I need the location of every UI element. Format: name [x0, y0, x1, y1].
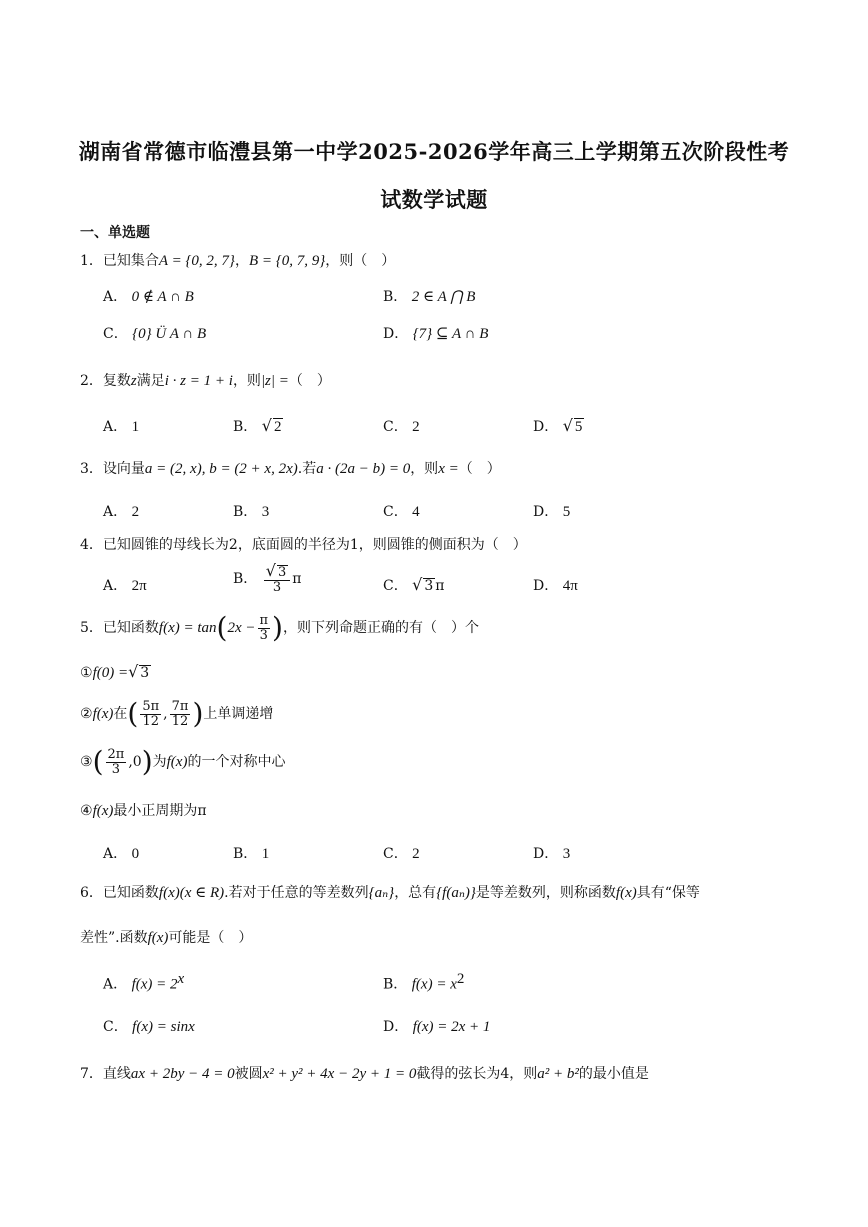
option-label: B． — [233, 504, 258, 520]
expr: f(0) = — [92, 665, 129, 681]
question-2-option-d — [533, 416, 584, 436]
denominator: 12 — [142, 713, 160, 729]
circle-equation: x² + y² + 4x − 2y + 1 = 0 — [262, 1066, 417, 1082]
argument: 2x − — [227, 620, 256, 637]
condition: a · (2a − b) = 0 — [316, 461, 411, 477]
expr: f(x) — [92, 706, 114, 723]
paren-open: ( — [92, 745, 104, 779]
text: 差性”.函数 — [80, 930, 148, 946]
question-5-option-a — [103, 843, 139, 863]
question-4-option-b — [233, 563, 301, 595]
question-2-suffix: （ ） — [288, 373, 331, 389]
statement-2: ②f(x)在( $\frac{5\pi}{12}$ , $\frac{7\pi}{12}$ )上单调递增 — [80, 697, 274, 731]
text: 上单调递增 — [203, 706, 274, 723]
option-text: 5 — [574, 419, 583, 435]
option-text: 3 — [424, 578, 434, 594]
marker: ① — [80, 665, 93, 681]
question-3-option-b — [233, 501, 269, 521]
fraction — [106, 748, 127, 776]
set-a: A = {0, 2, 7} — [158, 253, 235, 269]
question-3-option-d — [533, 501, 570, 521]
question-4-option-d — [533, 575, 578, 595]
option-text: 2 — [273, 419, 282, 435]
question-1-stem — [80, 250, 395, 270]
option-text: 2 — [131, 504, 140, 520]
radicand: 3 — [140, 665, 150, 681]
paren-close: ) — [141, 745, 153, 779]
expr: f(x) — [92, 803, 114, 819]
statement-1 — [80, 662, 151, 682]
question-5-option-b — [233, 843, 269, 863]
option-text: 4π — [562, 578, 578, 594]
option-label: D． — [533, 578, 559, 594]
text: 满足 — [136, 373, 165, 389]
option-text: f(x) = 2 — [131, 976, 178, 993]
text: 最小正周期为 — [113, 803, 198, 819]
fraction — [258, 614, 271, 642]
sqrt-sign: √ — [261, 416, 272, 435]
line-equation: ax + 2by − 4 = 0 — [130, 1066, 235, 1082]
comma: ， — [234, 253, 249, 269]
text: 截得的弦长为4，则 — [416, 1066, 538, 1082]
section-heading: 一、单选题 — [80, 225, 150, 241]
equation: i · z = 1 + i — [164, 373, 233, 389]
vectors: a = (2, x), b = (2 + x, 2x) — [144, 461, 298, 477]
sqrt-sign: √ — [128, 662, 139, 681]
exam-title-line1: 湖南省常德市临澧县第一中学2025-2026学年高三上学期第五次阶段性考 — [78, 139, 790, 164]
question-1-option-b — [383, 286, 475, 306]
sqrt-sign: √ — [412, 575, 423, 594]
option-label: C． — [383, 504, 408, 520]
option-label: C． — [383, 578, 408, 594]
marker: ② — [80, 706, 93, 723]
fraction — [264, 563, 290, 595]
question-6-stem-line1 — [80, 882, 700, 902]
numerator: π — [259, 613, 269, 628]
option-label: A． — [103, 578, 128, 594]
exam-title-line2: 试数学试题 — [380, 187, 488, 212]
question-3-option-a — [103, 501, 139, 521]
question-1-option-d — [383, 323, 488, 343]
marker: ④ — [80, 803, 93, 819]
option-label: D． — [533, 504, 559, 520]
pi: π — [197, 803, 207, 819]
numerator: 3 — [277, 565, 287, 580]
question-5-option-c — [383, 843, 420, 863]
pi: π — [292, 570, 302, 587]
option-label: B． — [233, 846, 258, 862]
text: 具有“保等 — [636, 885, 700, 901]
text: ，则 — [232, 373, 261, 389]
question-6-option-a — [103, 971, 184, 994]
option-label: A． — [103, 846, 128, 862]
option-text: 0 ∉ A ∩ B — [131, 289, 194, 305]
sqrt-sign: √ — [265, 561, 276, 580]
option-label: D． — [533, 846, 559, 862]
question-5-option-d — [533, 843, 570, 863]
expr: f(x) — [166, 754, 188, 771]
sequence: {aₙ} — [368, 885, 395, 901]
question-6-option-b — [383, 971, 464, 994]
option-text: 2 ∈ A ⋂ B — [411, 289, 476, 305]
text: 的最小值是 — [578, 1066, 649, 1082]
option-text: {7} ⊆ A ∩ B — [412, 326, 489, 342]
option-text: 3 — [562, 846, 571, 862]
exponent: x — [177, 971, 185, 987]
text: ，总有 — [394, 885, 437, 901]
option-label: B． — [233, 570, 258, 587]
question-1-suffix: ，则（ ） — [325, 253, 396, 269]
question-4-option-c — [383, 575, 445, 595]
expr: f(x)(x ∈ R) — [158, 885, 225, 901]
question-6-stem-line2 — [80, 927, 252, 947]
question-2-prefix: 2．复数 — [80, 373, 131, 389]
question-7-stem — [80, 1063, 649, 1083]
option-text: 5 — [562, 504, 571, 520]
denominator: 3 — [111, 761, 121, 777]
question-3-suffix: （ ） — [458, 461, 501, 477]
option-text: 4 — [412, 504, 420, 520]
question-2-option-a — [103, 416, 139, 436]
text: 7．直线 — [80, 1066, 131, 1082]
text: ，则 — [410, 461, 439, 477]
option-label: B． — [383, 976, 408, 993]
statement-4 — [80, 800, 207, 820]
option-label: D． — [383, 1019, 409, 1035]
question-6-option-d — [383, 1016, 490, 1036]
option-text: 2 — [412, 419, 420, 435]
option-text: 2 — [412, 846, 420, 862]
text: 在 — [113, 706, 128, 723]
abs-z: |z| = — [260, 373, 289, 389]
text: 被圆 — [234, 1066, 263, 1082]
option-label: A． — [103, 976, 128, 993]
question-4-stem: 4．已知圆锥的母线长为2，底面圆的半径为1，则圆锥的侧面积为（ ） — [80, 537, 527, 553]
question-1-prefix: 1．已知集合 — [80, 253, 159, 269]
question-3-prefix: 3．设向量 — [80, 461, 145, 477]
marker: ③ — [80, 754, 93, 771]
text: 可能是（ ） — [168, 930, 253, 946]
set-b: B = {0, 7, 9} — [248, 253, 326, 269]
option-text: 2π — [131, 578, 147, 594]
option-label: A． — [103, 289, 128, 305]
option-text: 1 — [131, 419, 140, 435]
option-text: f(x) = sinx — [132, 1019, 195, 1035]
question-5-prefix: 5．已知函数 — [80, 620, 159, 637]
denominator: 3 — [259, 627, 268, 643]
option-label: C． — [103, 326, 128, 342]
denominator: 3 — [272, 580, 282, 596]
question-2-option-b — [233, 416, 283, 436]
paren-close: ) — [272, 611, 283, 645]
sequence: {f(aₙ)} — [436, 885, 476, 901]
expr: f(x) — [147, 930, 169, 946]
numerator: 5π — [142, 699, 160, 714]
question-3-option-c — [383, 501, 420, 521]
paren-open: ( — [127, 697, 139, 731]
text: 是等差数列，则称函数 — [475, 885, 616, 901]
option-label: B． — [233, 419, 258, 435]
numerator: 7π — [171, 699, 189, 714]
option-label: C． — [103, 1019, 128, 1035]
fraction — [140, 700, 161, 728]
fraction — [170, 700, 191, 728]
numerator: 2π — [107, 747, 125, 762]
question-3-stem — [80, 458, 501, 478]
option-text: {0} Ü A ∩ B — [132, 326, 207, 342]
question-6-option-c — [103, 1016, 195, 1036]
question-4-option-a — [103, 575, 147, 595]
question-1-option-a — [103, 286, 194, 306]
option-label: A． — [103, 419, 128, 435]
text: 为 — [152, 754, 167, 771]
question-2-stem — [80, 370, 331, 390]
question-5-stem — [80, 611, 479, 645]
question-5-suffix: ，则下列命题正确的有（ ）个 — [282, 620, 479, 637]
option-label: C． — [383, 846, 408, 862]
denominator: 12 — [171, 713, 189, 729]
text: .若对于任意的等差数列 — [224, 885, 369, 901]
option-text: f(x) = 2x + 1 — [412, 1019, 491, 1035]
text: 6．已知函数 — [80, 885, 159, 901]
expr: a² + b² — [537, 1066, 579, 1082]
exponent: 2 — [456, 971, 465, 987]
option-text: f(x) = x — [411, 976, 457, 993]
option-text: 1 — [261, 846, 270, 862]
paren-open: ( — [216, 611, 228, 645]
paren-close: ) — [192, 697, 204, 731]
option-label: C． — [383, 419, 408, 435]
text: 的一个对称中心 — [187, 754, 286, 771]
function: f(x) = tan — [158, 620, 217, 637]
question-2-option-c — [383, 416, 420, 436]
expr: f(x) — [615, 885, 637, 901]
option-label: D． — [533, 419, 559, 435]
var-z: z — [130, 373, 137, 389]
sqrt-sign: √ — [562, 416, 573, 435]
point-zero: ,0 — [128, 754, 142, 771]
option-label: D． — [383, 326, 409, 342]
question-1-option-c — [103, 323, 206, 343]
statement-3 — [80, 745, 286, 779]
option-label: A． — [103, 504, 128, 520]
option-label: B． — [383, 289, 408, 305]
ask-x: x = — [438, 461, 459, 477]
option-text: 3 — [261, 504, 270, 520]
option-text: 0 — [131, 846, 140, 862]
pi: π — [435, 578, 445, 594]
text: .若 — [297, 461, 317, 477]
